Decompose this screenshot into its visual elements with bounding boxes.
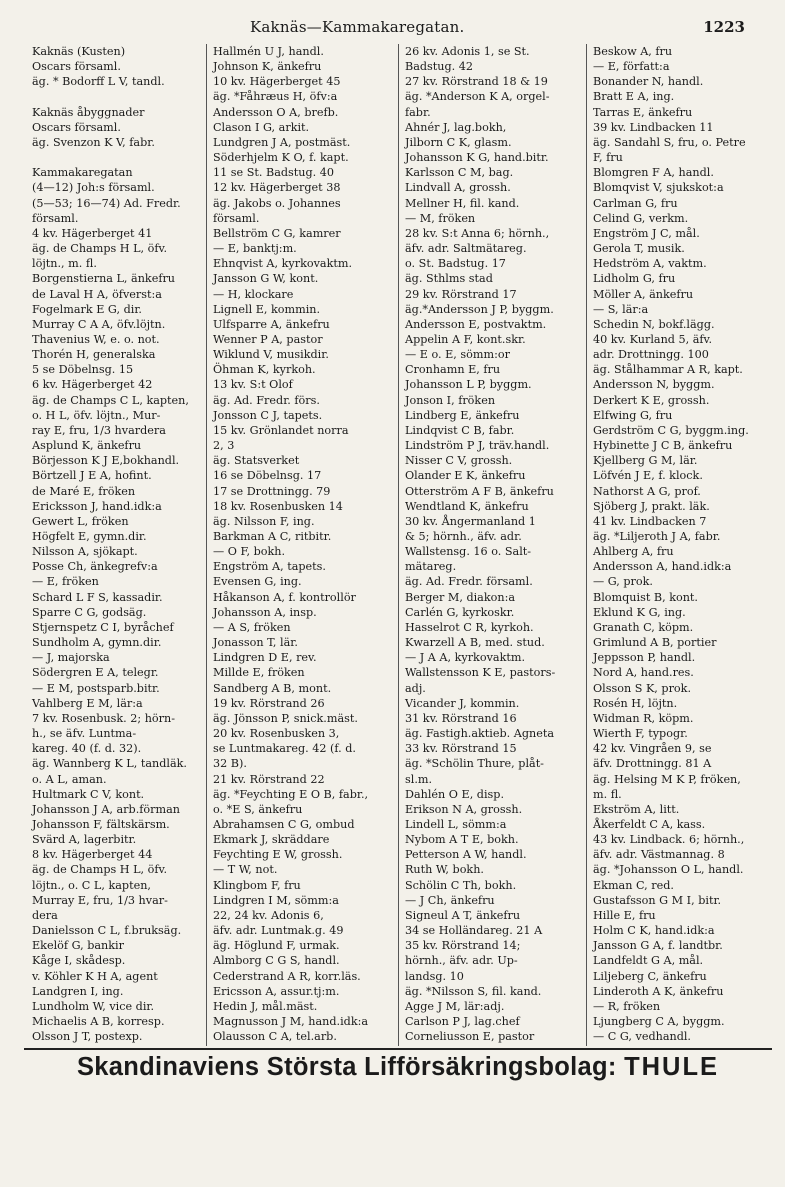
directory-line: Andersson O A, brefb.	[213, 105, 339, 119]
directory-line: löjtn., o. C L, kapten,	[32, 878, 151, 892]
directory-line: Ekelöf G, bankir	[32, 939, 124, 953]
directory-line: Posse Ch, änkegrefv:a	[32, 560, 158, 574]
directory-line: m. fl.	[593, 787, 622, 801]
directory-line: Åkerfeldt C A, kass.	[593, 817, 706, 831]
directory-line: Carlman G, fru	[593, 196, 678, 210]
directory-line: — J, majorska	[32, 651, 110, 665]
directory-line: Blomquist B, kont.	[593, 590, 698, 604]
directory-line: h., se äfv. Luntma-	[32, 727, 137, 741]
directory-line: Tarras E, änkefru	[593, 105, 693, 119]
directory-line: Svärd A, lagerbitr.	[32, 833, 137, 847]
directory-line: hörnh., äfv. adr. Up-	[405, 954, 518, 968]
directory-line: äg. Statsverket	[213, 454, 300, 468]
directory-line: äg. Ad. Fredr. församl.	[405, 575, 533, 589]
directory-line: äg. Sandahl S, fru, o. Petre	[593, 135, 746, 149]
directory-line: — E o. E, sömm:or	[405, 348, 510, 362]
directory-line: Ekman C, red.	[593, 878, 674, 892]
directory-line: äg.*Andersson J P, byggm.	[405, 302, 554, 316]
directory-line: Johansson A, insp.	[213, 605, 317, 619]
directory-line: kareg. 40 (f. d. 32).	[32, 742, 142, 756]
directory-line: 27 kv. Rörstrand 18 & 19	[405, 75, 548, 89]
directory-columns	[26, 44, 768, 1046]
directory-line: 15 kv. Grönlandet norra	[213, 423, 349, 437]
directory-line: äfv. Drottningg. 81 A	[593, 757, 712, 771]
directory-line: Karlsson C M, bag.	[405, 166, 514, 180]
directory-line: o. H L, öfv. löjtn., Mur-	[32, 408, 161, 422]
directory-line: Möller A, änkefru	[593, 287, 694, 301]
directory-line: adj.	[405, 681, 426, 695]
directory-line: Kåge I, skådesp.	[32, 954, 126, 968]
directory-line: Kaknäs åbyggnader	[32, 105, 145, 119]
directory-line: ray E, fru, 1/3 hvardera	[32, 423, 166, 437]
directory-line: Dahlén O E, disp.	[405, 787, 505, 801]
directory-line: de Maré E, fröken	[32, 484, 136, 498]
directory-line: Gustafsson G M I, bitr.	[593, 893, 722, 907]
directory-line: Wiklund V, musikdir.	[213, 348, 329, 362]
directory-line: Hille E, fru	[593, 908, 656, 922]
directory-line: äg. de Champs H L, öfv.	[32, 242, 168, 256]
directory-line: Oscars församl.	[32, 120, 121, 134]
directory-line: Murray C A A, öfv.löjtn.	[32, 317, 166, 331]
directory-line: Widman R, köpm.	[593, 711, 694, 725]
directory-line: Appelin A F, kont.skr.	[405, 332, 526, 346]
directory-line: äg. de Champs H L, öfv.	[32, 863, 168, 877]
directory-line: 6 kv. Hägerberget 42	[32, 378, 153, 392]
directory-line: äg. *Feychting E O B, fabr.,	[213, 787, 369, 801]
directory-line: äfv. adr. Luntmak.g. 49	[213, 924, 344, 938]
directory-line: Johansson J A, arb.förman	[32, 802, 180, 816]
directory-line: Kwarzell A B, med. stud.	[405, 636, 545, 650]
directory-line: äg. de Champs C L, kapten,	[32, 393, 189, 407]
directory-line: Berger M, diakon:a	[405, 590, 516, 604]
directory-line: v. Köhler K H A, agent	[32, 969, 158, 983]
directory-line: Lindström P J, träv.handl.	[405, 439, 550, 453]
directory-line: Ahlberg A, fru	[593, 545, 674, 559]
directory-line: Nisser C V, grossh.	[405, 454, 513, 468]
directory-line: Ekmark J, skräddare	[213, 833, 330, 847]
directory-line: Carlén G, kyrkoskr.	[405, 605, 515, 619]
directory-line: Hedin J, mål.mäst.	[213, 999, 318, 1013]
directory-line: äg. *Fåhræus H, öfv:a	[213, 90, 338, 104]
directory-line: Hasselrot C R, kyrkoh.	[405, 620, 534, 634]
directory-line: Stjernspetz C I, byråchef	[32, 620, 174, 634]
directory-line: de Laval H A, öfverst:a	[32, 287, 162, 301]
directory-line: Sjöberg J, prakt. läk.	[593, 499, 710, 513]
directory-line: 18 kv. Rosenbusken 14	[213, 499, 343, 513]
directory-line: — J Ch, änkefru	[405, 893, 495, 907]
directory-line: Petterson A W, handl.	[405, 848, 527, 862]
directory-column-4	[586, 44, 768, 1046]
directory-line: Olsson S K, prok.	[593, 681, 691, 695]
directory-line: Fogelmark E G, dir.	[32, 302, 142, 316]
directory-line: Klingbom F, fru	[213, 878, 301, 892]
directory-line: Lidholm G, fru	[593, 272, 676, 286]
directory-line: 16 se Döbelnsg. 17	[213, 469, 322, 483]
directory-line: äfv. adr. Västmannag. 8	[593, 848, 725, 862]
directory-line: Nathorst A G, prof.	[593, 484, 701, 498]
directory-line: Lundholm W, vice dir.	[32, 999, 155, 1013]
directory-line: Blomqvist V, sjukskot:a	[593, 181, 724, 195]
directory-line: 33 kv. Rörstrand 15	[405, 742, 517, 756]
directory-line: Andersson A, hand.idk:a	[593, 560, 732, 574]
directory-line: 40 kv. Kurland 5, äfv.	[593, 332, 713, 346]
directory-line: Borgenstierna L, änkefru	[32, 272, 176, 286]
directory-line: 10 kv. Hägerberget 45	[213, 75, 341, 89]
directory-line: Mellner H, fil. kand.	[405, 196, 520, 210]
directory-line: äg. Höglund F, urmak.	[213, 939, 340, 953]
directory-line: Ruth W, bokh.	[405, 863, 484, 877]
directory-line: Jeppsson P, handl.	[593, 651, 696, 665]
directory-line: 29 kv. Rörstrand 17	[405, 287, 517, 301]
directory-line: Derkert K E, grossh.	[593, 393, 710, 407]
directory-line: Jonsson C J, tapets.	[213, 408, 323, 422]
directory-line: Kammakaregatan	[32, 166, 133, 180]
directory-line: 35 kv. Rörstrand 14;	[405, 939, 521, 953]
directory-line: Högfelt E, gymn.dir.	[32, 530, 147, 543]
directory-line: Elfwing G, fru	[593, 408, 673, 422]
directory-line: äfv. adr. Saltmätareg.	[405, 242, 527, 256]
directory-line: Oscars församl.	[32, 60, 121, 74]
directory-line: se Luntmakareg. 42 (f. d.	[213, 742, 356, 756]
directory-line: Börtzell J E A, hofint.	[32, 469, 152, 483]
directory-line: — R, fröken	[593, 999, 661, 1013]
directory-line: Johansson K G, hand.bitr.	[405, 151, 549, 165]
directory-line: — E M, postsparb.bitr.	[32, 681, 160, 695]
directory-column-2	[206, 44, 398, 1046]
directory-line: Otterström A F B, änkefru	[405, 484, 554, 498]
directory-line: Vicander J, kommin.	[405, 696, 520, 710]
directory-line: 39 kv. Lindbacken 11	[593, 120, 714, 134]
directory-line	[32, 89, 202, 104]
directory-line: Johnson K, änkefru	[213, 60, 322, 74]
directory-line: äg. Svenzon K V, fabr.	[32, 135, 155, 149]
directory-line: 26 kv. Adonis 1, se St.	[405, 45, 530, 58]
directory-line: Engström J C, mål.	[593, 226, 700, 240]
directory-line: Eklund K G, ing.	[593, 605, 686, 619]
directory-line: Lindgren I M, sömm:a	[213, 893, 339, 907]
banner-text: Skandinaviens Största Lifförsäkringsbolag:	[76, 1053, 617, 1081]
directory-line: dera	[32, 908, 58, 922]
directory-line: Söderhjelm K O, f. kapt.	[213, 151, 349, 165]
directory-line: Wallstensson K E, pastors-	[405, 666, 556, 680]
directory-line	[32, 1044, 202, 1046]
directory-line: Lignell E, kommin.	[213, 302, 321, 316]
directory-line: — J A A, kyrkovaktm.	[405, 651, 526, 665]
directory-line: Olsson J T, postexp.	[32, 1030, 143, 1044]
directory-line: äg. *Schölin Thure, plåt-	[405, 757, 544, 771]
directory-line: 43 kv. Lindback. 6; hörnh.,	[593, 833, 745, 847]
page-number: 1223	[703, 18, 745, 36]
directory-line: Grimlund A B, portier	[593, 636, 717, 650]
directory-line: Sparre C G, godsäg.	[32, 605, 147, 619]
directory-line: Wenner P A, pastor	[213, 332, 323, 346]
directory-line: äg. Jönsson P, snick.mäst.	[213, 711, 358, 725]
directory-line: Gerdström C G, byggm.ing.	[593, 423, 749, 437]
directory-line: Vahlberg E M, lär:a	[32, 696, 143, 710]
directory-line: Södergren E A, telegr.	[32, 666, 159, 680]
directory-line: församl.	[213, 211, 260, 225]
directory-line: 42 kv. Vingråen 9, se	[593, 742, 712, 756]
directory-line: Wierth F, typogr.	[593, 727, 688, 741]
directory-line	[213, 1044, 394, 1046]
directory-line: & 5; hörnh., äfv. adr.	[405, 530, 522, 543]
directory-line: Löfvén J E, f. klock.	[593, 469, 703, 483]
directory-line: Sundholm A, gymn.dir.	[32, 636, 162, 650]
directory-line: — E, författ:a	[593, 60, 670, 74]
directory-line: Lindell L, sömm:a	[405, 817, 507, 831]
directory-line: adr. Drottningg. 100	[593, 348, 709, 362]
directory-line: Erikson N A, grossh.	[405, 802, 523, 816]
directory-line: Kjellberg G M, lär.	[593, 454, 698, 468]
directory-line: äg. Sthlms stad	[405, 272, 493, 286]
directory-line: Lindberg E, änkefru	[405, 408, 520, 422]
directory-line: 20 kv. Rosenbusken 3,	[213, 727, 340, 741]
directory-line: Andersson E, postvaktm.	[405, 317, 547, 331]
directory-line: Börjesson K J E,bokhandl.	[32, 454, 180, 468]
directory-line: F, fru	[593, 151, 623, 165]
directory-column-3	[398, 44, 586, 1046]
directory-line: Abrahamsen C G, ombud	[213, 817, 355, 831]
directory-line: äg. Stålhammar A R, kapt.	[593, 363, 743, 377]
directory-line: Ahnér J, lag.bokh,	[405, 120, 507, 134]
directory-line: (4—12) Joh:s församl.	[32, 181, 155, 195]
directory-line: 11 se St. Badstug. 40	[213, 166, 334, 180]
directory-line: Nybom A T E, bokh.	[405, 833, 519, 847]
directory-line: äg. *Liljeroth J A, fabr.	[593, 530, 721, 543]
directory-line: Millde E, fröken	[213, 666, 305, 680]
directory-line: fabr.	[405, 105, 431, 119]
directory-line: Asplund K, änkefru	[32, 439, 142, 453]
directory-line: Schard L F S, kassadir.	[32, 590, 163, 604]
directory-line: Jonson I, fröken	[405, 393, 496, 407]
directory-line: Nilsson A, sjökapt.	[32, 545, 138, 559]
directory-line: Danielsson C L, f.bruksäg.	[32, 924, 182, 938]
directory-line	[405, 1044, 582, 1046]
directory-line: äg. Nilsson F, ing.	[213, 514, 315, 528]
directory-line: äg. Wannberg K L, tandläk.	[32, 757, 187, 771]
directory-line: Wallstensg. 16 o. Salt-	[405, 545, 532, 559]
directory-line: Olausson C A, tel.arb.	[213, 1030, 337, 1044]
directory-line: — M, fröken	[405, 211, 476, 225]
bottom-rule	[24, 1048, 772, 1050]
directory-line: Michaelis A B, korresp.	[32, 1015, 165, 1028]
directory-line: mätareg.	[405, 560, 457, 574]
directory-line: 41 kv. Lindbacken 7	[593, 514, 707, 528]
directory-line: Kaknäs (Kusten)	[32, 45, 126, 58]
directory-line: äg. *Johansson O L, handl.	[593, 863, 744, 877]
directory-line: Landgren I, ing.	[32, 984, 124, 998]
directory-line: Håkanson A, f. kontrollör	[213, 590, 356, 604]
directory-line: Engström A, tapets.	[213, 560, 326, 574]
directory-line: Jansson G W, kont.	[213, 272, 319, 286]
directory-line: Ljungberg C A, byggm.	[593, 1015, 725, 1028]
directory-line: Beskow A, fru	[593, 45, 673, 58]
directory-line: Sandberg A B, mont.	[213, 681, 332, 695]
directory-line: Lindvall A, grossh.	[405, 181, 511, 195]
directory-line: Lindgren D E, rev.	[213, 651, 317, 665]
directory-line: Blomgren F A, handl.	[593, 166, 714, 180]
directory-line: 30 kv. Ångermanland 1	[405, 514, 536, 528]
directory-line: 28 kv. S:t Anna 6; hörnh.,	[405, 226, 550, 240]
directory-line: Granath C, köpm.	[593, 620, 694, 634]
directory-line: Murray E, fru, 1/3 hvar-	[32, 893, 168, 907]
directory-line: Jilborn C K, glasm.	[405, 135, 512, 149]
directory-line: 19 kv. Rörstrand 26	[213, 696, 325, 710]
directory-line: Hultmark C V, kont.	[32, 787, 145, 801]
directory-line: Hallmén U J, handl.	[213, 45, 324, 58]
directory-line: Cederstrand A R, korr.läs.	[213, 969, 361, 983]
directory-line: Thavenius W, e. o. not.	[32, 332, 160, 346]
directory-line: Clason I G, arkit.	[213, 120, 310, 134]
directory-line	[593, 1044, 764, 1046]
directory-line: Evensen G, ing.	[213, 575, 302, 589]
directory-line: Ericksson J, hand.idk:a	[32, 499, 162, 513]
directory-line: äg. Jakobs o. Johannes	[213, 196, 341, 210]
directory-line: Olander E K, änkefru	[405, 469, 526, 483]
directory-line: 7 kv. Rosenbusk. 2; hörn-	[32, 711, 175, 725]
directory-column-1	[26, 44, 206, 1046]
directory-line: Badstug. 42	[405, 60, 474, 74]
directory-line: Celind G, verkm.	[593, 211, 689, 225]
directory-line: Corneliusson E, pastor	[405, 1030, 535, 1044]
directory-line: Bratt E A, ing.	[593, 90, 675, 104]
directory-line: — T W, not.	[213, 863, 278, 877]
directory-line: — S, lär:a	[593, 302, 649, 316]
directory-line: 5 se Döbelnsg. 15	[32, 363, 134, 377]
directory-line: äg. Fastigh.aktieb. Agneta	[405, 727, 555, 741]
directory-line: Rosén H, löjtn.	[593, 696, 678, 710]
directory-line: Nord A, hand.res.	[593, 666, 694, 680]
directory-line: Magnusson J M, hand.idk:a	[213, 1015, 369, 1028]
directory-line: Landfeldt G A, mål.	[593, 954, 704, 968]
directory-line: Johansson L P, byggm.	[405, 378, 532, 392]
directory-line: Lindqvist C B, fabr.	[405, 423, 515, 437]
directory-line: Hedström A, vaktm.	[593, 257, 707, 271]
directory-line: 31 kv. Rörstrand 16	[405, 711, 517, 725]
directory-line: 12 kv. Hägerberget 38	[213, 181, 341, 195]
directory-line: Andersson N, byggm.	[593, 378, 715, 392]
directory-line: — C G, vedhandl.	[593, 1030, 691, 1044]
directory-line: äg. Ad. Fredr. förs.	[213, 393, 320, 407]
directory-line: 34 se Holländareg. 21 A	[405, 924, 543, 938]
directory-line: — A S, fröken	[213, 620, 291, 634]
directory-line: (5—53; 16—74) Ad. Fredr.	[32, 196, 181, 210]
directory-line: äg. *Nilsson S, fil. kand.	[405, 984, 542, 998]
directory-line: Ekström A, litt.	[593, 802, 680, 816]
directory-line	[32, 150, 202, 165]
directory-line: o. St. Badstug. 17	[405, 257, 506, 271]
directory-line: församl.	[32, 211, 79, 225]
directory-line: landsg. 10	[405, 969, 464, 983]
directory-line: Ehnqvist A, kyrkovaktm.	[213, 257, 353, 271]
directory-line: Barkman A C, ritbitr.	[213, 530, 332, 543]
directory-line: Jansson G A, f. landtbr.	[593, 939, 723, 953]
directory-line: Johansson F, fältskärsm.	[32, 817, 170, 831]
directory-line: Liljeberg C, änkefru	[593, 969, 707, 983]
running-title: Kaknäs—Kammakaregatan.	[250, 18, 465, 36]
directory-line: äg. *Anderson K A, orgel-	[405, 90, 550, 104]
directory-line: äg. * Bodorff L V, tandl.	[32, 75, 165, 89]
directory-line: sl.m.	[405, 772, 433, 786]
advertisement-banner	[24, 1053, 772, 1082]
banner-brand: THULE	[624, 1053, 720, 1081]
directory-line: 4 kv. Hägerberget 41	[32, 226, 153, 240]
directory-line: — H, klockare	[213, 287, 294, 301]
directory-line: — E, banktj:m.	[213, 242, 297, 256]
directory-line: 2, 3	[213, 439, 235, 453]
directory-line: — O F, bokh.	[213, 545, 286, 559]
directory-line: Schölin C Th, bokh.	[405, 878, 517, 892]
directory-line: Jonasson T, lär.	[213, 636, 298, 650]
directory-line: 13 kv. S:t Olof	[213, 378, 293, 392]
directory-line: Cronhamn E, fru	[405, 363, 501, 377]
directory-line: — G, prok.	[593, 575, 653, 589]
directory-line: Carlson P J, lag.chef	[405, 1015, 520, 1028]
directory-line: — E, fröken	[32, 575, 99, 589]
directory-line: äg. Helsing M K P, fröken,	[593, 772, 741, 786]
directory-line: Thorén H, generalska	[32, 348, 156, 362]
directory-line: Hybinette J C B, änkefru	[593, 439, 733, 453]
directory-line: Öhman K, kyrkoh.	[213, 363, 316, 377]
directory-line: Ulfsparre A, änkefru	[213, 317, 330, 331]
directory-line: o. *E S, änkefru	[213, 802, 303, 816]
directory-line: Ericsson A, assur.tj:m.	[213, 984, 340, 998]
directory-line: Almborg C G S, handl.	[213, 954, 340, 968]
directory-line: 17 se Drottningg. 79	[213, 484, 331, 498]
directory-line: Linderoth A K, änkefru	[593, 984, 724, 998]
directory-line: o. A L, aman.	[32, 772, 107, 786]
directory-line: Agge J M, lär:adj.	[405, 999, 505, 1013]
directory-line: 21 kv. Rörstrand 22	[213, 772, 325, 786]
directory-line: löjtn., m. fl.	[32, 257, 97, 271]
directory-line: Lundgren J A, postmäst.	[213, 135, 351, 149]
directory-line: Gewert L, fröken	[32, 514, 129, 528]
directory-line: Wendtland K, änkefru	[405, 499, 529, 513]
directory-line: 8 kv. Hägerberget 44	[32, 848, 153, 862]
directory-line: 32 B).	[213, 757, 247, 771]
directory-line: Signeul A T, änkefru	[405, 908, 521, 922]
directory-line: 22, 24 kv. Adonis 6,	[213, 908, 324, 922]
directory-line: Gerola T, musik.	[593, 242, 685, 256]
directory-line: Holm C K, hand.idk:a	[593, 924, 715, 938]
directory-line: Feychting E W, grossh.	[213, 848, 343, 862]
directory-line: Bellström C G, kamrer	[213, 226, 341, 240]
directory-line: Bonander N, handl.	[593, 75, 704, 89]
directory-line: Schedin N, bokf.lägg.	[593, 317, 715, 331]
